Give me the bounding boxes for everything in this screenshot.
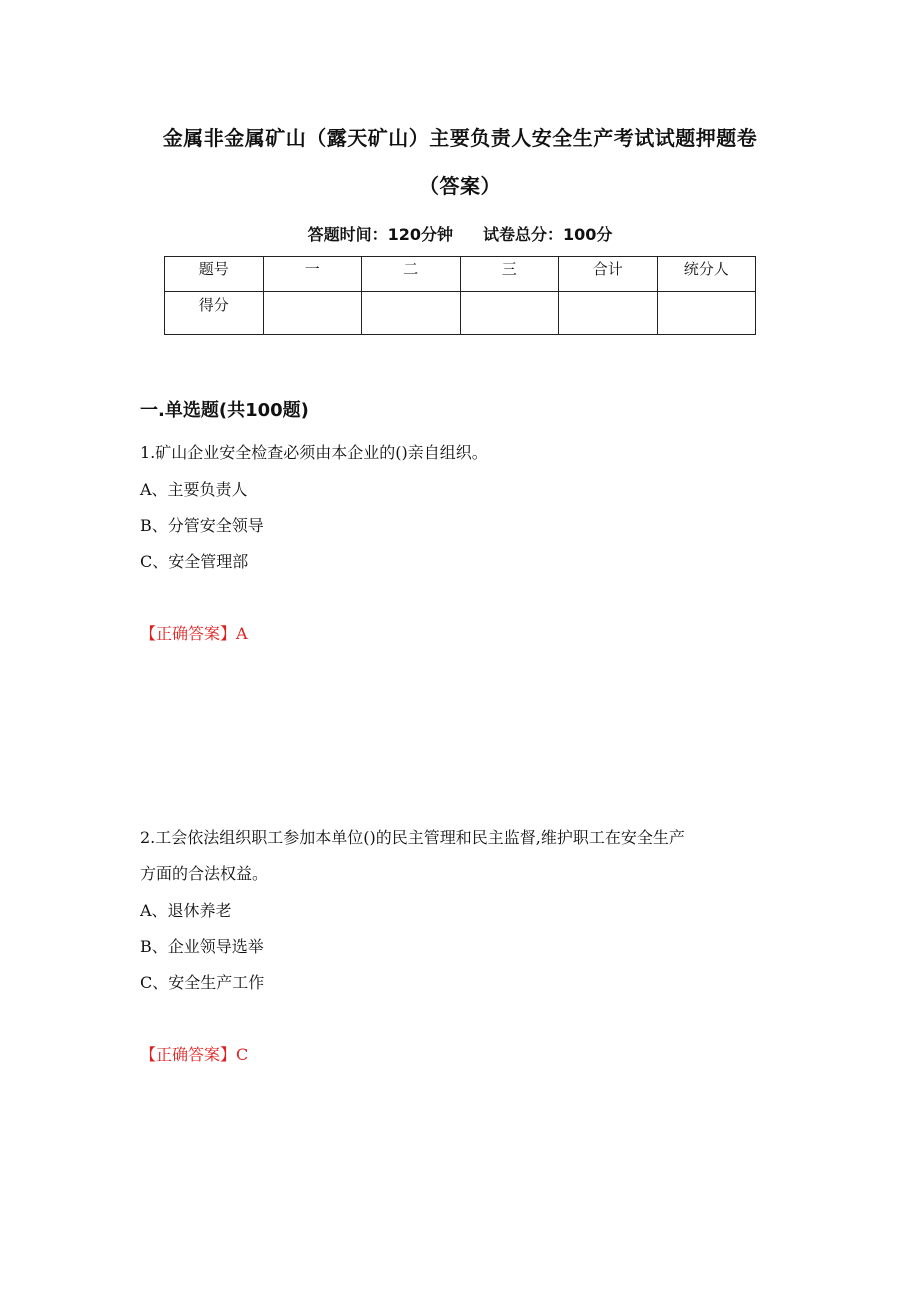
exam-total-score: 试卷总分：100分 [483, 225, 613, 244]
question-2-option-b: B、企业领导选举 [140, 937, 264, 956]
question-2-stem-line2: 方面的合法权益。 [140, 864, 269, 883]
question-1-option-a: A、主要负责人 [140, 480, 248, 499]
answer-value: A [236, 624, 248, 643]
question-1-option-c: C、安全管理部 [140, 552, 249, 571]
score-header-cell: 二 [362, 257, 461, 292]
section-title: 一.单选题(共100题) [140, 400, 309, 421]
score-cell [657, 292, 756, 335]
exam-time: 答题时间：120分钟 [307, 225, 453, 244]
document-title-line1: 金属非金属矿山（露天矿山）主要负责人安全生产考试试题押题卷 [162, 126, 758, 150]
answer-label: 【正确答案】 [140, 1045, 237, 1064]
score-cell [362, 292, 461, 335]
question-1-answer [140, 621, 248, 644]
score-table [164, 256, 756, 335]
question-2-option-c: C、安全生产工作 [140, 973, 265, 992]
score-header-cell: 合计 [559, 257, 658, 292]
score-header-cell: 一 [263, 257, 362, 292]
score-header-cell: 统分人 [657, 257, 756, 292]
score-table-score-row [165, 292, 756, 335]
question-2-stem-line1: 2.工会依法组织职工参加本单位()的民主管理和民主监督,维护职工在安全生产 [140, 828, 685, 847]
score-cell [263, 292, 362, 335]
answer-label: 【正确答案】 [140, 624, 237, 643]
document-title-line2: （答案） [419, 174, 501, 198]
score-table-header-row [165, 257, 756, 292]
question-1-option-b: B、分管安全领导 [140, 516, 264, 535]
question-2-option-a: A、退休养老 [140, 901, 232, 920]
score-cell [460, 292, 559, 335]
score-cell [559, 292, 658, 335]
score-row-label: 得分 [165, 292, 264, 335]
question-1-stem: 1.矿山企业安全检查必须由本企业的()亲自组织。 [140, 443, 488, 462]
answer-value: C [236, 1045, 249, 1064]
exam-meta [0, 222, 920, 245]
score-header-cell: 三 [460, 257, 559, 292]
question-2-answer [140, 1042, 248, 1065]
score-header-cell: 题号 [165, 257, 264, 292]
